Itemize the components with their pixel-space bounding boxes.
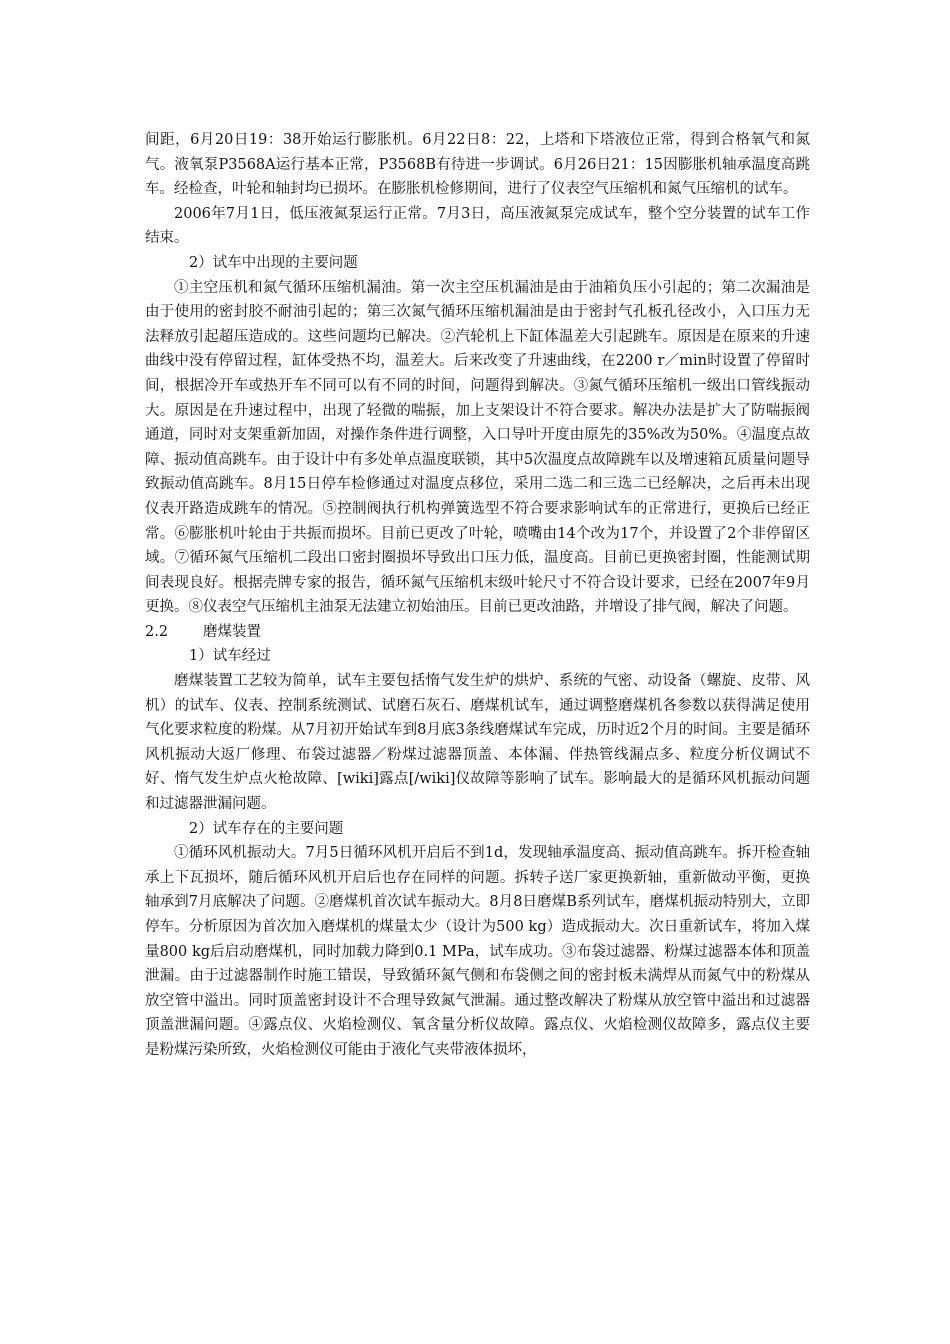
paragraph-problems-list: ①主空压机和氮气循环压缩机漏油。第一次主空压机漏油是由于油箱负压小引起的；第二次漏油是由于使用的密封胶不耐油引起的；第三次氮气循环压缩机漏油是由于密封气孔板孔径改小，入口压力无法释放引起超压造成的。这些问题均已解决。②汽轮机上下缸体温差大引起跳车。原因是在原来的升速曲线中没有停留过程，缸体受热不均，温差大。后来改变了升速曲线，在2200 r／min时设置了停留时间，根据冷开车或热开车不同可以有不同的时间，问题得到解决。③氮气循环压缩机一级出口管线振动大。原因是在升速过程中，出现了轻微的喘振，加上支架设计不符合要求。解决办法是扩大了防喘振阀通道，同时对支架重新加固，对操作条件进行调整，入口导叶开度由原先的35%改为50%。④温度点故障、振动值高跳车。由于设计中有多处单点温度联锁，其中5次温度点故障跳车以及增速箱瓦质量问题导致振动值高跳车。8月15日停车检修通过对温度点移位，采用二选二和三选二已经解决，之后再未出现仪表开路造成跳车的情况。⑤控制阀执行机构弹簧选型不符合要求影响试车的正常进行，更换后已经正常。⑥膨胀机叶轮由于共振而损坏。目前已更改了叶轮，喷嘴由14个改为17个，并设置了2个非停留区域。⑦循环氮气压缩机二段出口密封圈损坏导致出口压力低，温度高。目前已更换密封圈，性能测试期间表现良好。根据壳牌专家的报告，循环氮气压缩机末级叶轮尺寸不符合设计要求，已经在2007年9月更换。⑧仪表空气压缩机主油泵无法建立初始油压。目前已更改油路，并增设了排气阀，解决了问题。 — [145, 279, 810, 616]
subheading-problems: 2）试车中出现的主要问题 — [189, 254, 358, 271]
subheading-issues: 2）试车存在的主要问题 — [189, 820, 344, 837]
document-page — [145, 128, 810, 1063]
paragraph-completion: 2006年7月1日，低压液氮泵运行正常。7月3日，高压液氮泵完成试车，整个空分装置的试车工作结束。 — [145, 205, 810, 247]
section-heading — [145, 620, 810, 645]
subheading-process: 1）试车经过 — [189, 648, 271, 665]
paragraph-continued: 间距，6月20日19：38开始运行膨胀机。6月22日8：22，上塔和下塔液位正常，得到合格氧气和氮气。液氧泵P3568A运行基本正常，P3568B有待进一步调试。6月26日21：15因膨胀机轴承温度高跳车。经检查，叶轮和轴封均已损坏。在膨胀机检修期间，进行了仪表空气压缩机和氮气压缩机的试车。 — [145, 132, 810, 198]
section-number: 2.2 — [145, 623, 169, 640]
paragraph-issues-list: ①循环风机振动大。7月5日循环风机开启后不到1d，发现轴承温度高、振动值高跳车。拆开检查轴承上下瓦损坏，随后循环风机开启后也存在同样的问题。拆转子送厂家更换新轴，重新做动平衡，更换轴承到7月底解决了问题。②磨煤机首次试车振动大。8月8日磨煤B系列试车，磨煤机振动特别大，立即停车。分析原因为首次加入磨煤机的煤量太少（设计为500 kg）造成振动大。次日重新试车，将加入煤量800 kg后启动磨煤机，同时加载力降到0.1 MPa，试车成功。③布袋过滤器、粉煤过滤器本体和顶盖泄漏。由于过滤器制作时施工错误，导致循环氮气侧和布袋侧之间的密封板未满焊从而氮气中的粉煤从放空管中溢出。同时顶盖密封设计不合理导致氮气泄漏。通过整改解决了粉煤从放空管中溢出和过滤器顶盖泄漏问题。④露点仪、火焰检测仪、氧含量分析仪故障。露点仪、火焰检测仪故障多，露点仪主要是粉煤污染所致，火焰检测仪可能由于液化气夹带液体损坏， — [145, 845, 810, 1058]
paragraph-process: 磨煤装置工艺较为简单，试车主要包括惰气发生炉的烘炉、系统的气密、动设备（螺旋、皮带、风机）的试车、仪表、控制系统测试、试磨石灰石、磨煤机试车，通过调整磨煤机各参数以获得满足使用气化要求粒度的粉煤。从7月初开始试车到8月底3条线磨煤试车完成，历时近2个月的时间。主要是循环风机振动大返厂修理、布袋过滤器／粉煤过滤器顶盖、本体漏、伴热管线漏点多、粒度分析仪调试不好、惰气发生炉点火枪故障、[wiki]露点[/wiki]仪故障等影响了试车。影响最大的是循环风机振动问题和过滤器泄漏问题。 — [145, 673, 810, 813]
section-title: 磨煤装置 — [203, 623, 261, 640]
